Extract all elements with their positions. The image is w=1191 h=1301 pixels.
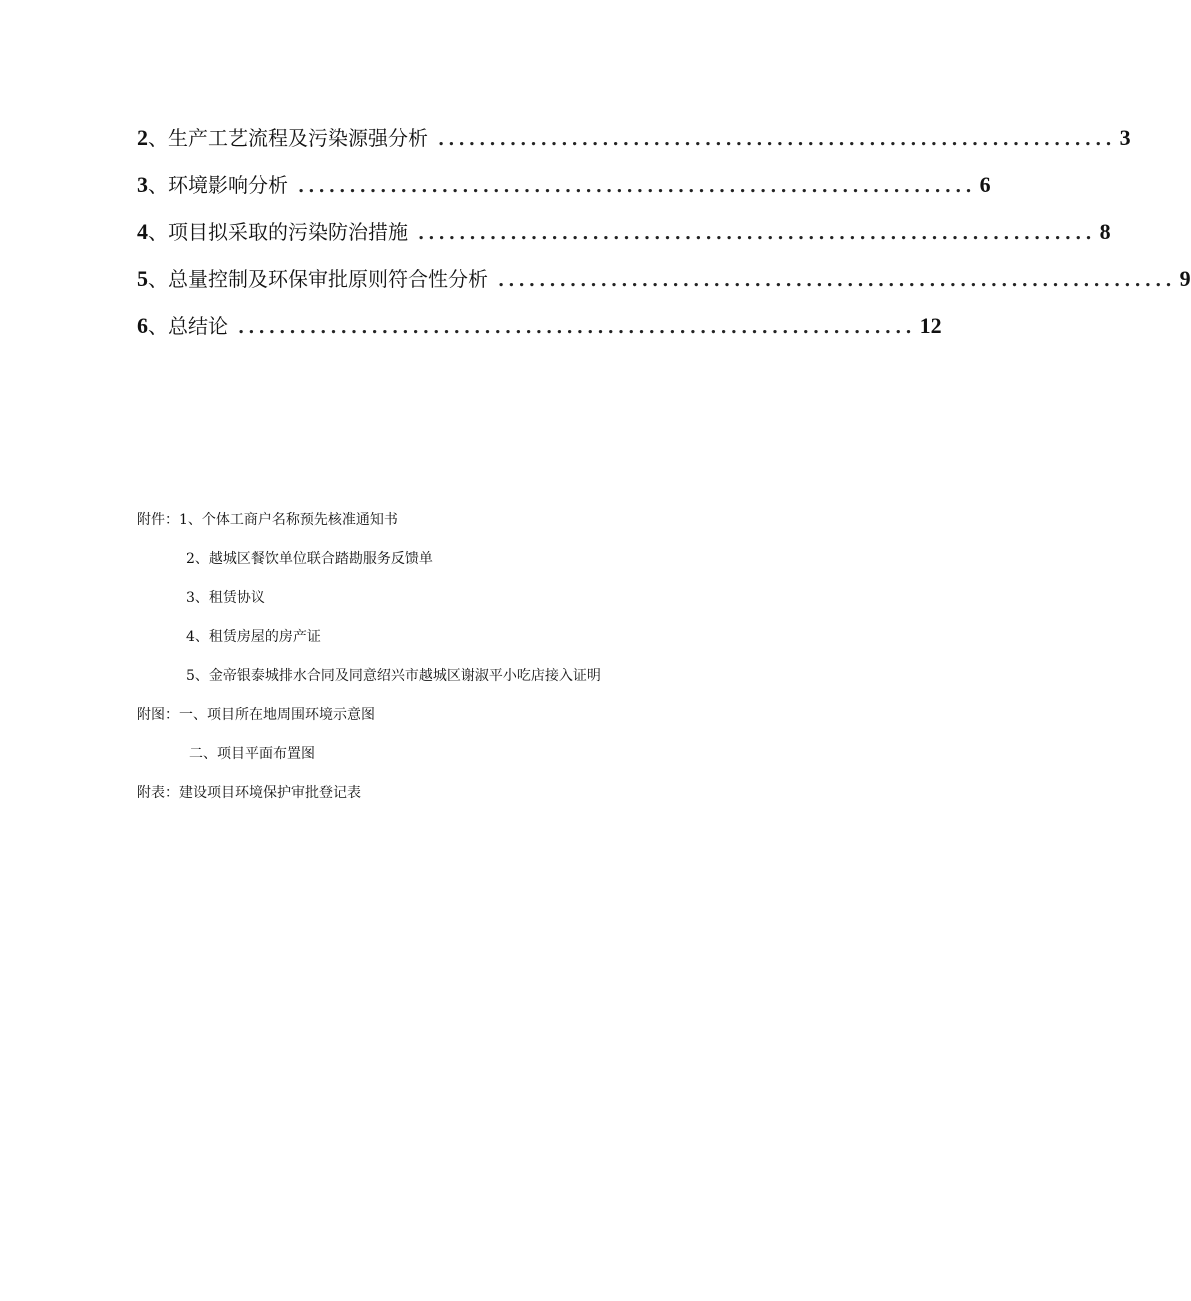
- attachment-text: 1、个体工商户名称预先核准通知书: [179, 512, 398, 528]
- tables-label: 附表：: [137, 785, 179, 801]
- toc-entry-title: 生产工艺流程及污染源强分析: [168, 126, 428, 150]
- toc-entry-page: 9: [1179, 266, 1191, 291]
- table-of-contents: [137, 120, 1191, 355]
- toc-entry-number: 4: [137, 219, 148, 244]
- toc-entry-number: 3: [137, 172, 148, 197]
- toc-leader-dots: ..................................................................: [498, 270, 1176, 291]
- attachment-item-5: [137, 662, 777, 701]
- toc-entry-number: 6: [137, 313, 148, 338]
- attachment-item-1: [137, 506, 777, 545]
- toc-entry-title: 总量控制及环保审批原则符合性分析: [168, 267, 488, 291]
- figure-text: 一、项目所在地周围环境示意图: [179, 707, 375, 723]
- toc-leader-dots: ..................................................................: [298, 176, 976, 197]
- attachment-item-3: [137, 584, 777, 623]
- toc-entry-page: 3: [1119, 125, 1131, 150]
- toc-entry-title: 总结论: [168, 314, 228, 338]
- toc-entry-number: 5: [137, 266, 148, 291]
- toc-leader-dots: ..................................................................: [238, 317, 916, 338]
- toc-entry-3[interactable]: [137, 167, 991, 214]
- table-text: 建设项目环境保护审批登记表: [179, 785, 361, 801]
- figure-item-2: [137, 740, 777, 779]
- toc-entry-5[interactable]: [137, 261, 1191, 308]
- figure-text: 二、项目平面布置图: [189, 746, 315, 762]
- figures-label: 附图：: [137, 707, 179, 723]
- attachment-text: 3、租赁协议: [186, 590, 265, 606]
- toc-entry-separator: 、: [148, 314, 168, 338]
- attachments-label: 附件：: [137, 512, 179, 528]
- toc-entry-page: 12: [919, 313, 942, 338]
- toc-leader-dots: ..................................................................: [418, 223, 1096, 244]
- toc-entry-separator: 、: [148, 173, 168, 197]
- toc-entry-6[interactable]: [137, 308, 942, 355]
- toc-entry-separator: 、: [148, 126, 168, 150]
- attachment-text: 4、租赁房屋的房产证: [186, 629, 321, 645]
- attachment-text: 5、金帝银泰城排水合同及同意绍兴市越城区谢淑平小吃店接入证明: [186, 668, 601, 684]
- toc-entry-title: 环境影响分析: [168, 173, 288, 197]
- toc-entry-page: 8: [1099, 219, 1111, 244]
- toc-entry-separator: 、: [148, 220, 168, 244]
- attachment-item-2: [137, 545, 777, 584]
- appendix-list: [137, 506, 777, 818]
- attachment-text: 2、越城区餐饮单位联合踏勘服务反馈单: [186, 551, 433, 567]
- figure-item-1: [137, 701, 777, 740]
- toc-entry-separator: 、: [148, 267, 168, 291]
- toc-entry-2[interactable]: [137, 120, 1131, 167]
- toc-leader-dots: ..................................................................: [438, 129, 1116, 150]
- toc-entry-title: 项目拟采取的污染防治措施: [168, 220, 408, 244]
- attachment-item-4: [137, 623, 777, 662]
- toc-entry-page: 6: [979, 172, 991, 197]
- toc-entry-4[interactable]: [137, 214, 1111, 261]
- toc-entry-number: 2: [137, 125, 148, 150]
- table-item-1: [137, 779, 777, 818]
